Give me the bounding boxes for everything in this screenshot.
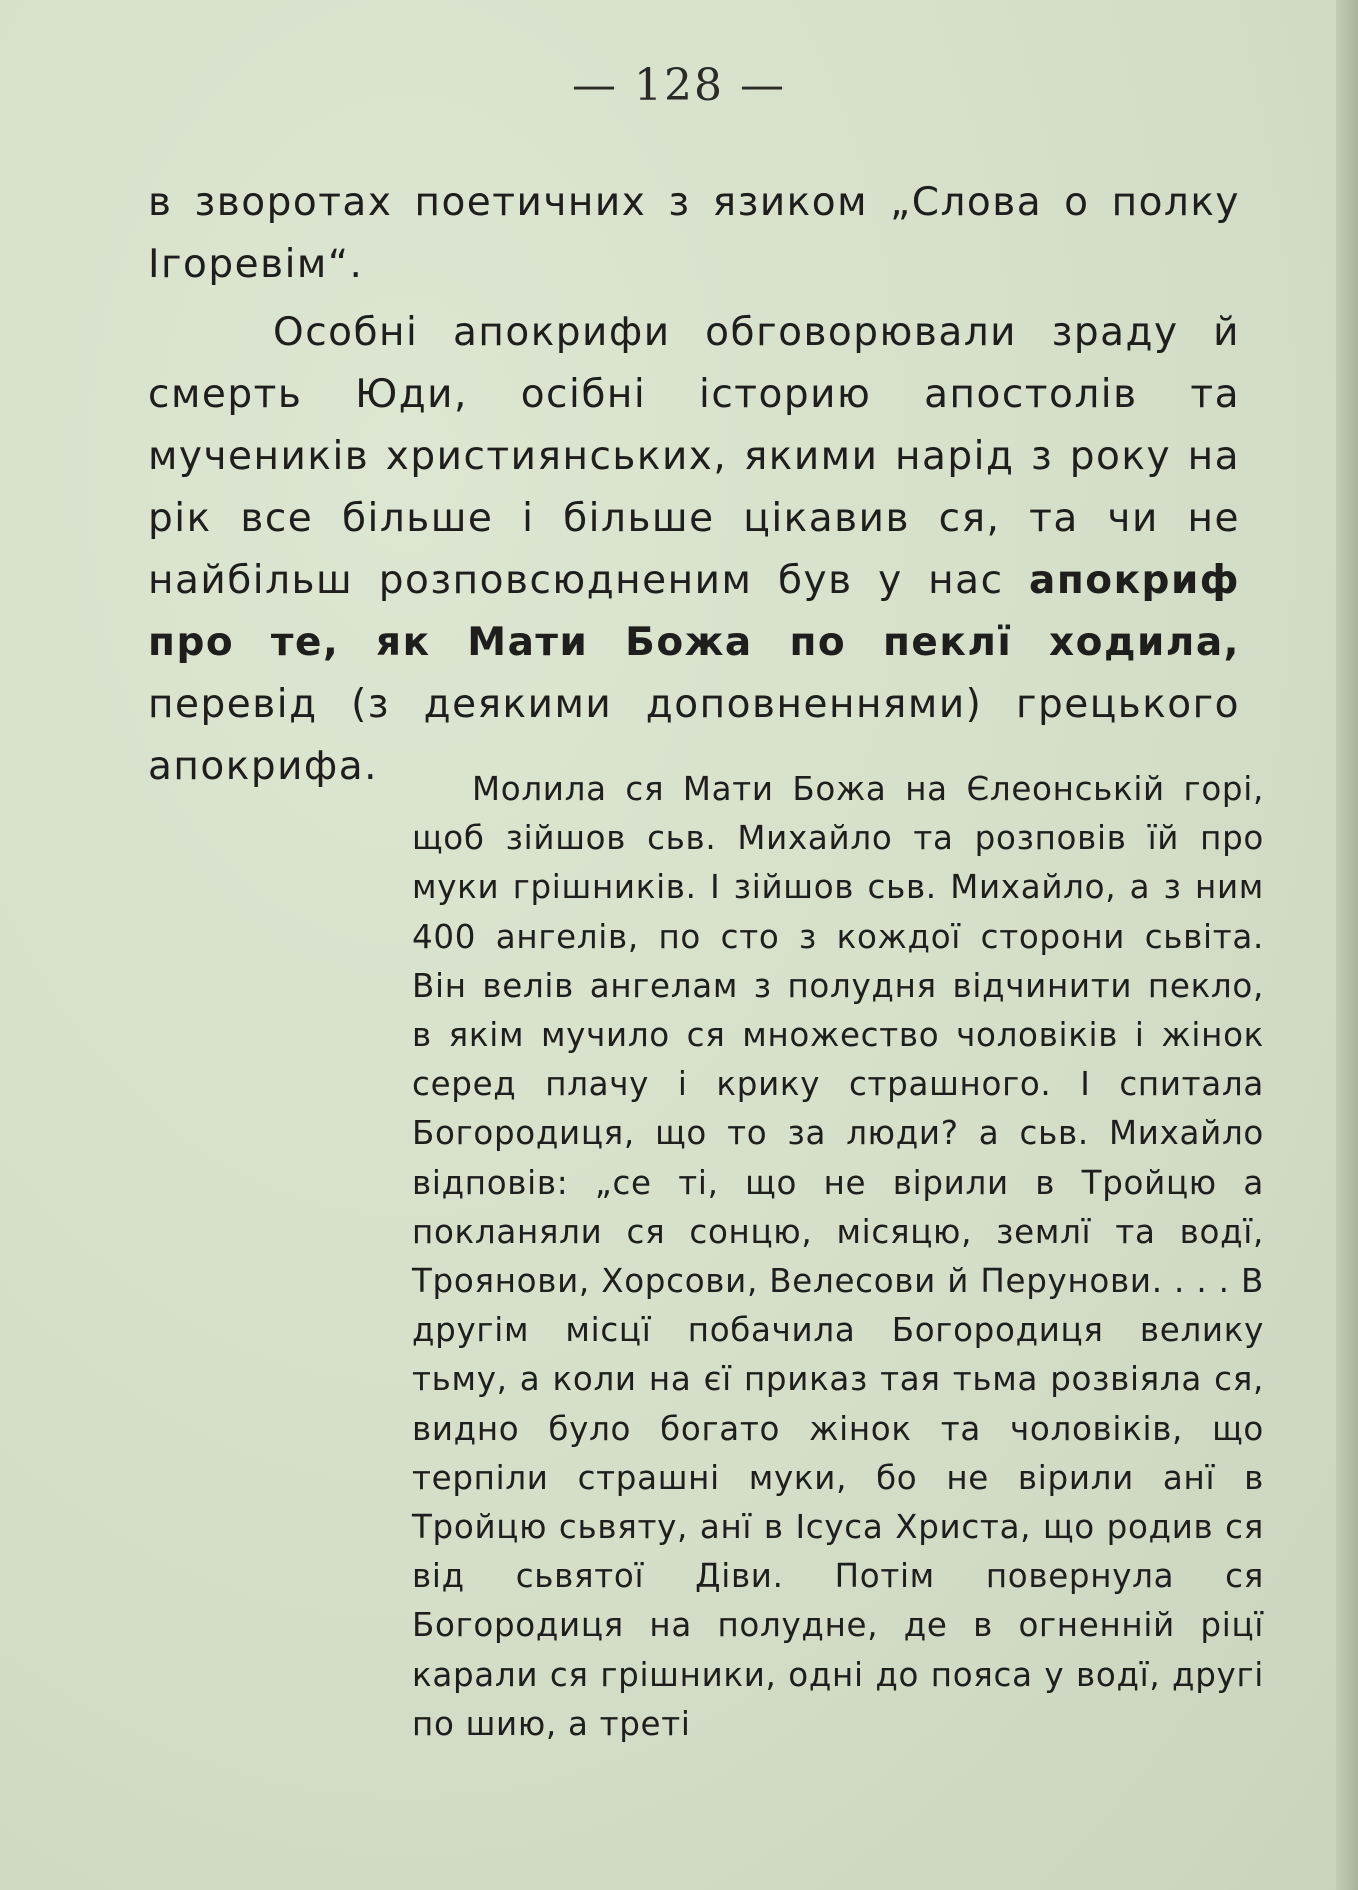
page-number: — 128 —: [572, 60, 786, 111]
paragraph-2-text-start: Особні апокрифи обговорювали зраду й смерть Юди, осібні історию апостолів та мучеників християнських, якими нарід з року на рік все більше і більше цікавив ся, та чи не найбільш розповсюдненим був у нас: [148, 310, 1240, 603]
paragraph-2-text-end: перевід (з деякими доповненнями) грецького апокрифа.: [148, 682, 1240, 789]
main-text-block: [148, 172, 1240, 798]
indented-quote: Молила ся Мати Божа на Єлеонській горі, щоб зійшов сьв. Михайло та розповів їй про муки грішників. І зійшов сьв. Михайло, а з ним 400 ангелів, по сто з кождої сторони сьвіта. Він велів ангелам з полудня відчинити пекло, в якім мучило ся множество чоловіків і жінок серед плачу і крику страшного. І спитала Богородиця, що то за люди? а сьв. Михайло відповів: „се ті, що не вірили в Тройцю а покланяли ся сонцю, місяцю, землї та водї, Троянови, Хорсови, Велесови й Перунови. . . . В другім місцї побачила Богородиця велику тьму, а коли на єї приказ тая тьма розвіяла ся, видно було богато жінок та чоловіків, що терпіли страшні муки, бо не вірили анї в Тройцю сьвяту, анї в Ісуса Христа, що родив ся від сьвятої Діви. Потім повернула ся Богородиця на полудне, де в огненній рiцї карали ся грішники, одні до пояса у водї, другі по шию, а треті: [412, 770, 1264, 1743]
page-edge-shadow: [1336, 0, 1358, 1890]
bold-apocrypha-title: апокриф про те, як Мати Божа по пеклї ходила,: [148, 558, 1240, 665]
paragraph-1: в зворотах поетичних з язиком „Слова о полку Ігоревім“.: [148, 180, 1240, 287]
paragraph-2: [148, 302, 1240, 798]
